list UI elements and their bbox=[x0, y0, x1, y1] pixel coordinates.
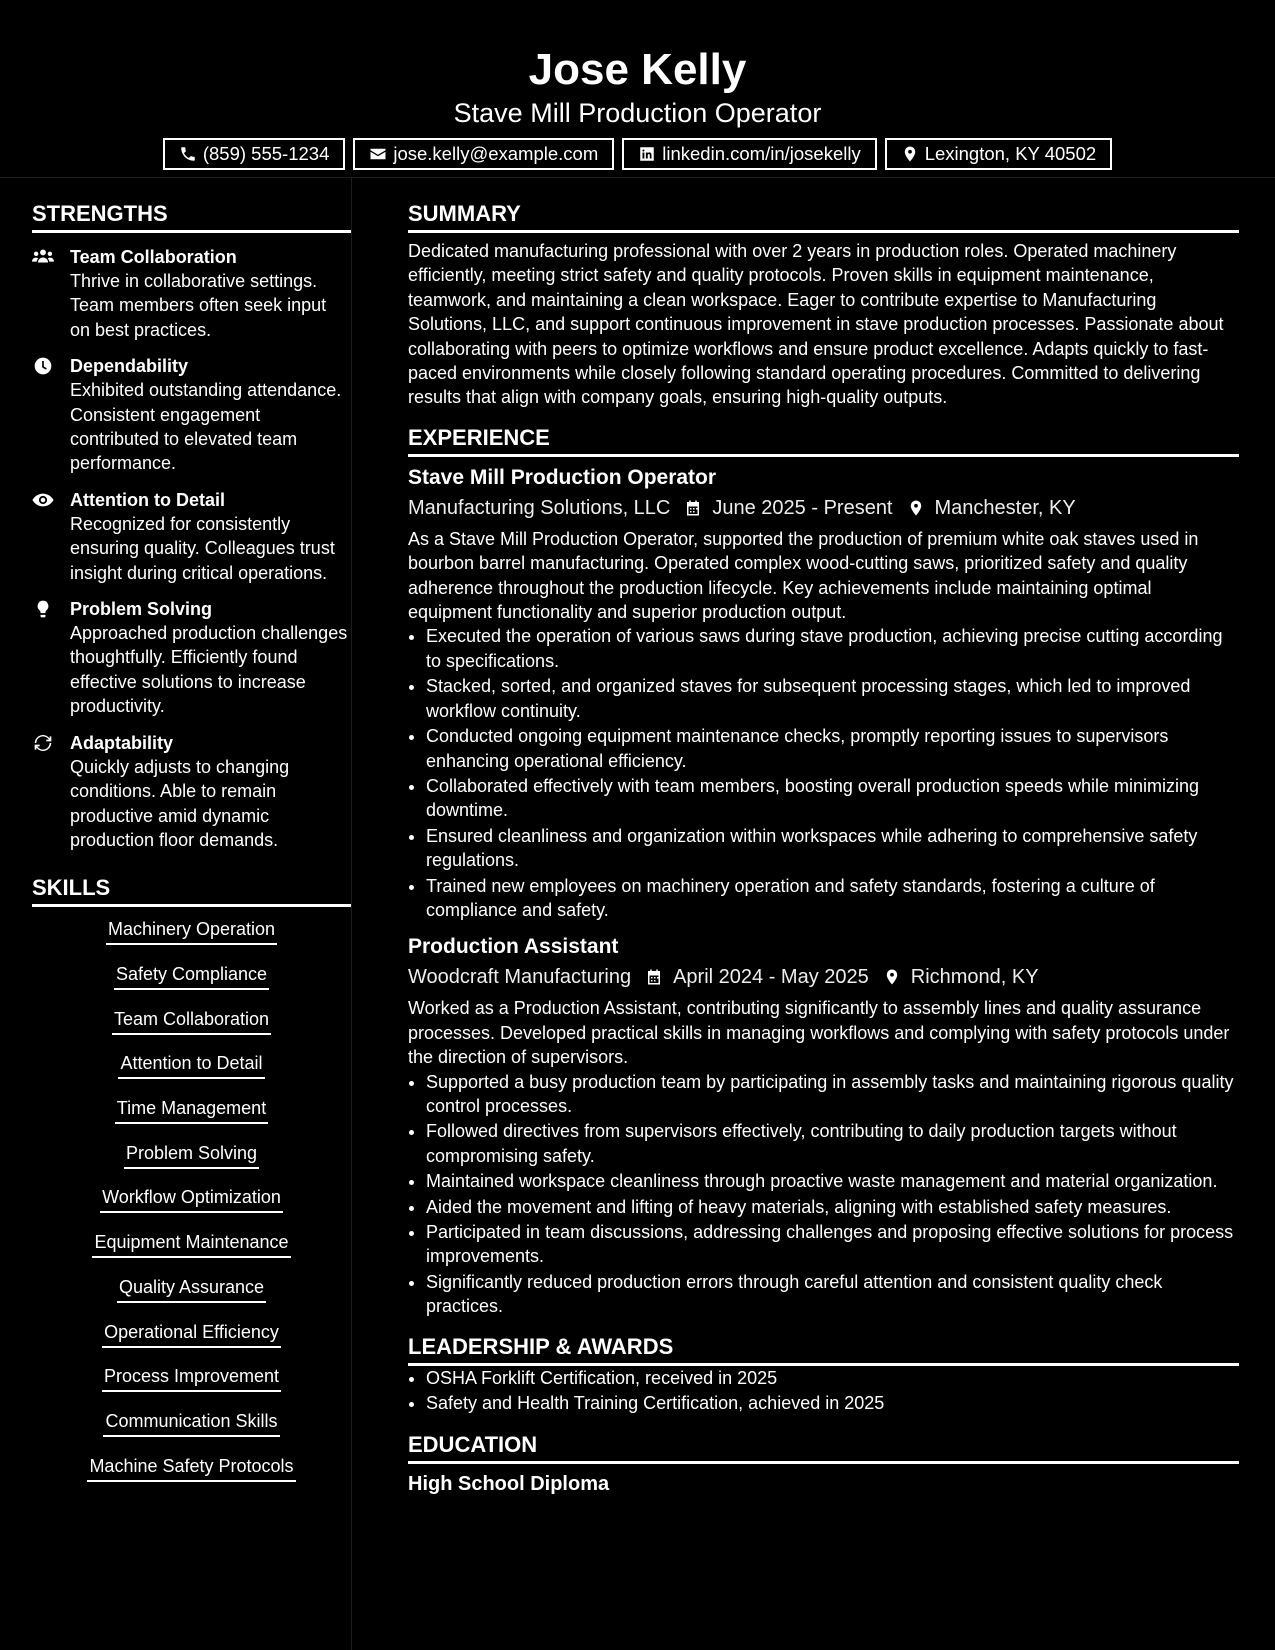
strength-item bbox=[32, 245, 351, 342]
job-bullet: • Maintained workspace cleanliness through proactive waste management and material organization. bbox=[426, 1169, 1239, 1193]
resume-body bbox=[0, 178, 1275, 1650]
job-bullet: • Stacked, sorted, and organized staves for subsequent processing stages, which led to improved workflow continuity. bbox=[426, 674, 1239, 723]
job-bullet: • Conducted ongoing equipment maintenance checks, promptly reporting issues to supervisors enhancing operational efficiency. bbox=[426, 724, 1239, 773]
job-entry bbox=[408, 932, 1234, 1318]
job-bullet: • Significantly reduced production errors through careful attention and consistent quality check practices. bbox=[426, 1270, 1239, 1319]
job-meta bbox=[408, 493, 1220, 523]
skill-tag: Communication Skills bbox=[103, 1409, 279, 1437]
summary-heading: SUMMARY bbox=[408, 200, 1239, 233]
contact-location[interactable] bbox=[885, 138, 1112, 170]
experience-heading: EXPERIENCE bbox=[408, 424, 1239, 457]
strength-name: Dependability bbox=[70, 356, 189, 377]
job-bullet: • Aided the movement and lifting of heavy materials, aligning with established safety measures. bbox=[426, 1195, 1239, 1219]
skill-tag: Workflow Optimization bbox=[100, 1185, 283, 1213]
calendar-icon bbox=[684, 499, 702, 517]
leadership-item: • OSHA Forklift Certification, received in 2025 bbox=[426, 1366, 1239, 1390]
strength-item bbox=[32, 488, 351, 585]
job-title: Stave Mill Production Operator bbox=[408, 465, 717, 489]
job-bullet: • Executed the operation of various saws during stave production, achieving precise cutting according to specifications. bbox=[426, 624, 1239, 673]
linkedin-icon bbox=[638, 145, 656, 163]
lightbulb-icon bbox=[32, 599, 54, 619]
contact-email[interactable] bbox=[353, 138, 614, 170]
strength-item bbox=[32, 597, 351, 719]
map-pin-icon bbox=[883, 968, 901, 986]
strength-desc: Approached production challenges thoughtfully. Efficiently found effective solutions to increase productivity. bbox=[70, 623, 348, 717]
job-bullet: • Supported a busy production team by participating in assembly tasks and maintaining rigorous quality control processes. bbox=[426, 1070, 1239, 1119]
job-company: Manufacturing Solutions, LLC bbox=[408, 496, 671, 519]
strength-desc: Exhibited outstanding attendance. Consistent engagement contributed to elevated team performance. bbox=[70, 380, 342, 474]
contact-bar bbox=[0, 138, 1275, 170]
clock-icon bbox=[32, 356, 54, 376]
leadership-item: • Safety and Health Training Certification, achieved in 2025 bbox=[426, 1391, 1239, 1415]
skill-tag: Equipment Maintenance bbox=[92, 1230, 290, 1258]
job-location: Manchester, KY bbox=[934, 496, 1076, 519]
candidate-name: Jose Kelly bbox=[528, 45, 747, 94]
strength-item bbox=[32, 354, 351, 476]
job-entry bbox=[408, 463, 1223, 923]
skill-tag: Process Improvement bbox=[102, 1364, 281, 1392]
eye-icon bbox=[32, 490, 54, 510]
skill-tag: Machine Safety Protocols bbox=[87, 1454, 295, 1482]
job-bullet: • Trained new employees on machinery operation and safety standards, fostering a culture of compliance and safety. bbox=[426, 874, 1239, 923]
job-bullet: • Ensured cleanliness and organization within workspaces while adhering to comprehensive safety regulations. bbox=[426, 824, 1239, 873]
calendar-icon bbox=[645, 968, 663, 986]
job-dates: April 2024 - May 2025 bbox=[673, 966, 869, 989]
leadership-list bbox=[408, 1366, 1239, 1416]
job-meta bbox=[408, 962, 1220, 992]
summary-text: Dedicated manufacturing professional with over 2 years in production roles. Operated machinery efficiently, meeting strict safety and quality protocols. Proven skills in equipment maintenance, teamwork, and maintaining a clean workspace. Eager to contribute expertise to Manufacturing Solutions, LLC, and support continuous improvement in stave production processes. Passionate about collaborating with peers to optimize workflows and ensure product excellence. Adapts quickly to fast-paced environments while closely following standard operating procedures. Committed to delivering results that align with company goals, ensuring high-quality outputs. bbox=[408, 241, 1224, 408]
skills-list bbox=[32, 917, 351, 1481]
job-company: Woodcraft Manufacturing bbox=[408, 966, 632, 989]
contact-email-text: jose.kelly@example.com bbox=[393, 143, 599, 164]
strength-name: Team Collaboration bbox=[70, 247, 237, 267]
strength-desc: Thrive in collaborative settings. Team members often seek input on best practices. bbox=[70, 271, 327, 340]
strength-name: Attention to Detail bbox=[70, 489, 225, 510]
skill-tag: Time Management bbox=[115, 1096, 268, 1124]
job-dates: June 2025 - Present bbox=[712, 496, 893, 519]
education-degree: High School Diploma bbox=[408, 1473, 610, 1496]
contact-linkedin-text: linkedin.com/in/josekelly bbox=[662, 143, 861, 164]
contact-phone-text: (859) 555-1234 bbox=[202, 143, 330, 164]
envelope-icon bbox=[369, 145, 387, 163]
map-pin-icon bbox=[907, 499, 925, 517]
job-bullets bbox=[408, 624, 1239, 922]
map-pin-icon bbox=[901, 145, 919, 163]
strength-desc: Recognized for consistently ensuring quality. Colleagues trust insight during critical operations. bbox=[70, 513, 335, 583]
skill-tag: Attention to Detail bbox=[118, 1051, 264, 1079]
leadership-heading: LEADERSHIP & AWARDS bbox=[408, 1333, 1239, 1366]
contact-phone[interactable] bbox=[163, 138, 346, 170]
contact-linkedin[interactable] bbox=[622, 138, 876, 170]
job-description: Worked as a Production Assistant, contributing significantly to assembly lines and quality assurance processes. Developed practical skills in managing workflows and complying with safety protocols under the direction of supervisors. bbox=[408, 998, 1230, 1068]
skill-tag: Team Collaboration bbox=[112, 1007, 271, 1035]
job-location: Richmond, KY bbox=[910, 966, 1039, 989]
skill-tag: Safety Compliance bbox=[114, 962, 269, 990]
job-bullet: • Participated in team discussions, addressing challenges and proposing effective solutions for process improvements. bbox=[426, 1220, 1239, 1269]
resume-header bbox=[0, 0, 1275, 178]
contact-location-text: Lexington, KY 40502 bbox=[924, 143, 1097, 164]
job-bullet: • Collaborated effectively with team members, boosting overall production speeds while minimizing downtime. bbox=[426, 774, 1239, 823]
candidate-title: Stave Mill Production Operator bbox=[453, 98, 822, 128]
job-description: As a Stave Mill Production Operator, supported the production of premium white oak staves used in bourbon barrel manufacturing. Operated complex wood-cutting saws, prioritized safety and quality adherence throughout the production lifecycle. Key achievements include maintaining optimal equipment functionality and superior production output. bbox=[408, 528, 1199, 623]
phone-icon bbox=[179, 145, 197, 163]
skill-tag: Quality Assurance bbox=[117, 1275, 266, 1303]
job-title: Production Assistant bbox=[408, 935, 619, 959]
education-heading: EDUCATION bbox=[408, 1431, 1239, 1464]
strength-name: Adaptability bbox=[70, 732, 174, 753]
refresh-icon bbox=[32, 733, 54, 753]
strength-desc: Quickly adjusts to changing conditions. Able to remain productive amid dynamic production floor demands. bbox=[70, 756, 290, 850]
strength-item bbox=[32, 731, 351, 853]
left-column bbox=[0, 178, 352, 1650]
skills-heading: SKILLS bbox=[32, 874, 351, 907]
strengths-heading: STRENGTHS bbox=[32, 200, 351, 233]
right-column bbox=[352, 178, 1234, 1650]
users-icon bbox=[32, 247, 54, 267]
strength-name: Problem Solving bbox=[70, 599, 213, 620]
job-bullet: • Followed directives from supervisors effectively, contributing to daily production targets without compromising safety. bbox=[426, 1119, 1239, 1168]
job-bullets bbox=[408, 1070, 1239, 1319]
skill-tag: Machinery Operation bbox=[106, 917, 277, 945]
skill-tag: Problem Solving bbox=[124, 1141, 259, 1169]
skill-tag: Operational Efficiency bbox=[102, 1320, 281, 1348]
